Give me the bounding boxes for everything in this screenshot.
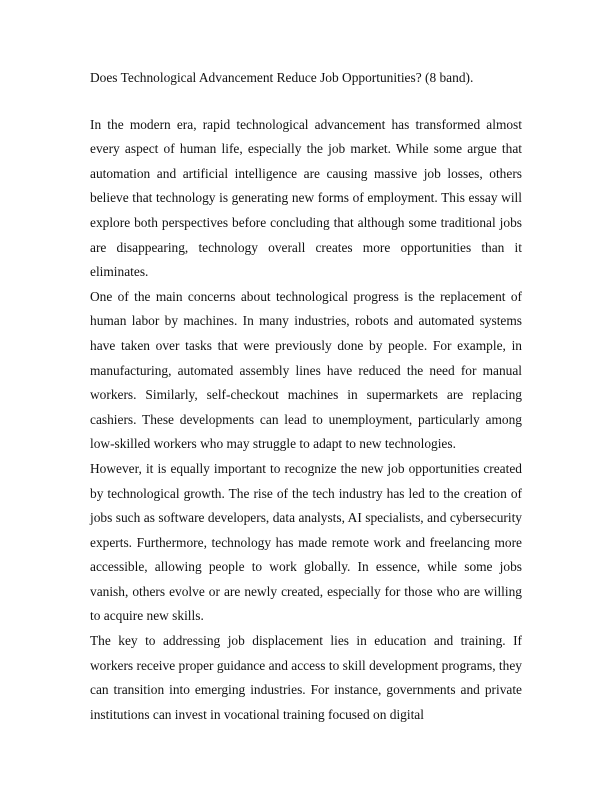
document-body	[90, 66, 522, 727]
paragraph-education-training: The key to addressing job displacement lies in education and training. If workers receive proper guidance and access to skill development programs, they can transition into emerging industries. For instance, governments and private institutions can invest in vocational training focused on digital	[90, 633, 522, 722]
paragraph-new-opportunities: However, it is equally important to recognize the new job opportunities created by technological growth. The rise of the tech industry has led to the creation of jobs such as software developers, data analysts, AI specialists, and cybersecurity experts. Furthermore, technology has made remote work and freelancing more accessible, allowing people to work globally. In essence, while some jobs vanish, others evolve or are newly created, especially for those who are willing to acquire new skills.	[90, 460, 522, 624]
essay-title: Does Technological Advancement Reduce Job Opportunities? (8 band).	[90, 70, 474, 85]
paragraph-job-loss: One of the main concerns about technological progress is the replacement of human labor by machines. In many industries, robots and automated systems have taken over tasks that were previously done by people. For example, in manufacturing, automated assembly lines have reduced the need for manual workers. Similarly, self-checkout machines in supermarkets are replacing cashiers. These developments can lead to unemployment, particularly among low-skilled workers who may struggle to adapt to new technologies.	[90, 288, 522, 452]
paragraph-introduction: In the modern era, rapid technological advancement has transformed almost every aspect of human life, especially the job market. While some argue that automation and artificial intelligence are causing massive job losses, others believe that technology is generating new forms of employment. This essay will explore both perspectives before concluding that although some traditional jobs are disappearing, technology overall creates more opportunities than it eliminates.	[90, 116, 522, 280]
